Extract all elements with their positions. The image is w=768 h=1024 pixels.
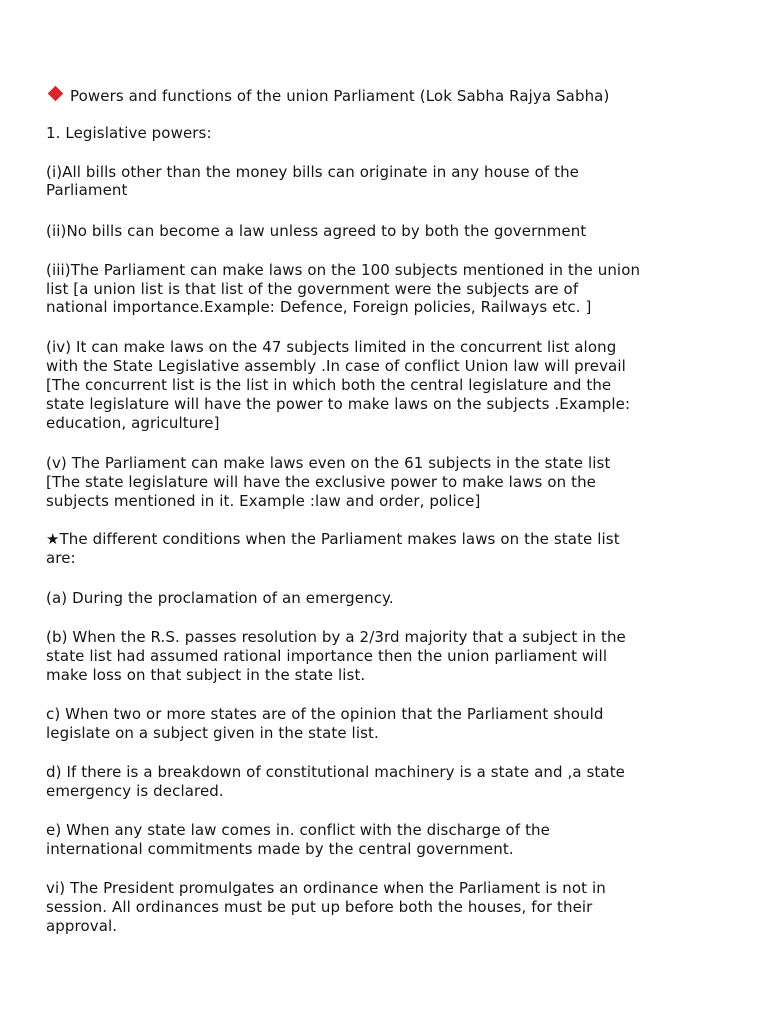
text-line: (v) The Parliament can make laws even on the 61 subjects in the state list <box>46 454 611 472</box>
text-line: state list had assumed rational importance then the union parliament will <box>46 647 608 665</box>
text-line: (iv) It can make laws on the 47 subjects limited in the concurrent list along <box>46 338 617 356</box>
text-line: education, agriculture] <box>46 414 220 432</box>
text-line: approval. <box>46 917 118 935</box>
text-line: (b) When the R.S. passes resolution by a 2/3rd majority that a subject in the <box>46 628 626 646</box>
heading-line: Powers and functions of the union Parliament (Lok Sabha Rajya Sabha) <box>70 87 610 105</box>
text-line: subjects mentioned in it. Example :law and order, police] <box>46 492 481 510</box>
text-line: make loss on that subject in the state list. <box>46 666 366 684</box>
text-line: session. All ordinances must be put up before both the houses, for their <box>46 898 593 916</box>
text-line: (i)All bills other than the money bills can originate in any house of the <box>46 163 580 181</box>
text-line: e) When any state law comes in. conflict with the discharge of the <box>46 821 550 839</box>
text-line: (iii)The Parliament can make laws on the 100 subjects mentioned in the union <box>46 261 641 279</box>
text-line: are: <box>46 549 76 567</box>
text-line: [The concurrent list is the list in which both the central legislature and the <box>46 376 612 394</box>
text-line: c) When two or more states are of the opinion that the Parliament should <box>46 705 604 723</box>
text-line: Parliament <box>46 181 128 199</box>
text-line: list [a union list is that list of the government were the subjects are of <box>46 280 579 298</box>
text-line: with the State Legislative assembly .In case of conflict Union law will prevail <box>46 357 626 375</box>
text-line: international commitments made by the central government. <box>46 840 514 858</box>
text-line: national importance.Example: Defence, Foreign policies, Railways etc. ] <box>46 298 592 316</box>
text-line: [The state legislature will have the exclusive power to make laws on the <box>46 473 597 491</box>
red-diamond-icon <box>48 86 64 102</box>
text-line: legislate on a subject given in the state list. <box>46 724 379 742</box>
text-line: (a) During the proclamation of an emergency. <box>46 589 394 607</box>
text-line: d) If there is a breakdown of constitutional machinery is a state and ,a state <box>46 763 626 781</box>
text-line: (ii)No bills can become a law unless agreed to by both the government <box>46 222 587 240</box>
text-line: emergency is declared. <box>46 782 224 800</box>
text-line: state legislature will have the power to make laws on the subjects .Example: <box>46 395 631 413</box>
conditions-heading-line: ★The different conditions when the Parliament makes laws on the state list <box>46 530 620 548</box>
section-title-legislative-powers: 1. Legislative powers: <box>46 124 212 142</box>
text-line: vi) The President promulgates an ordinance when the Parliament is not in <box>46 879 606 897</box>
